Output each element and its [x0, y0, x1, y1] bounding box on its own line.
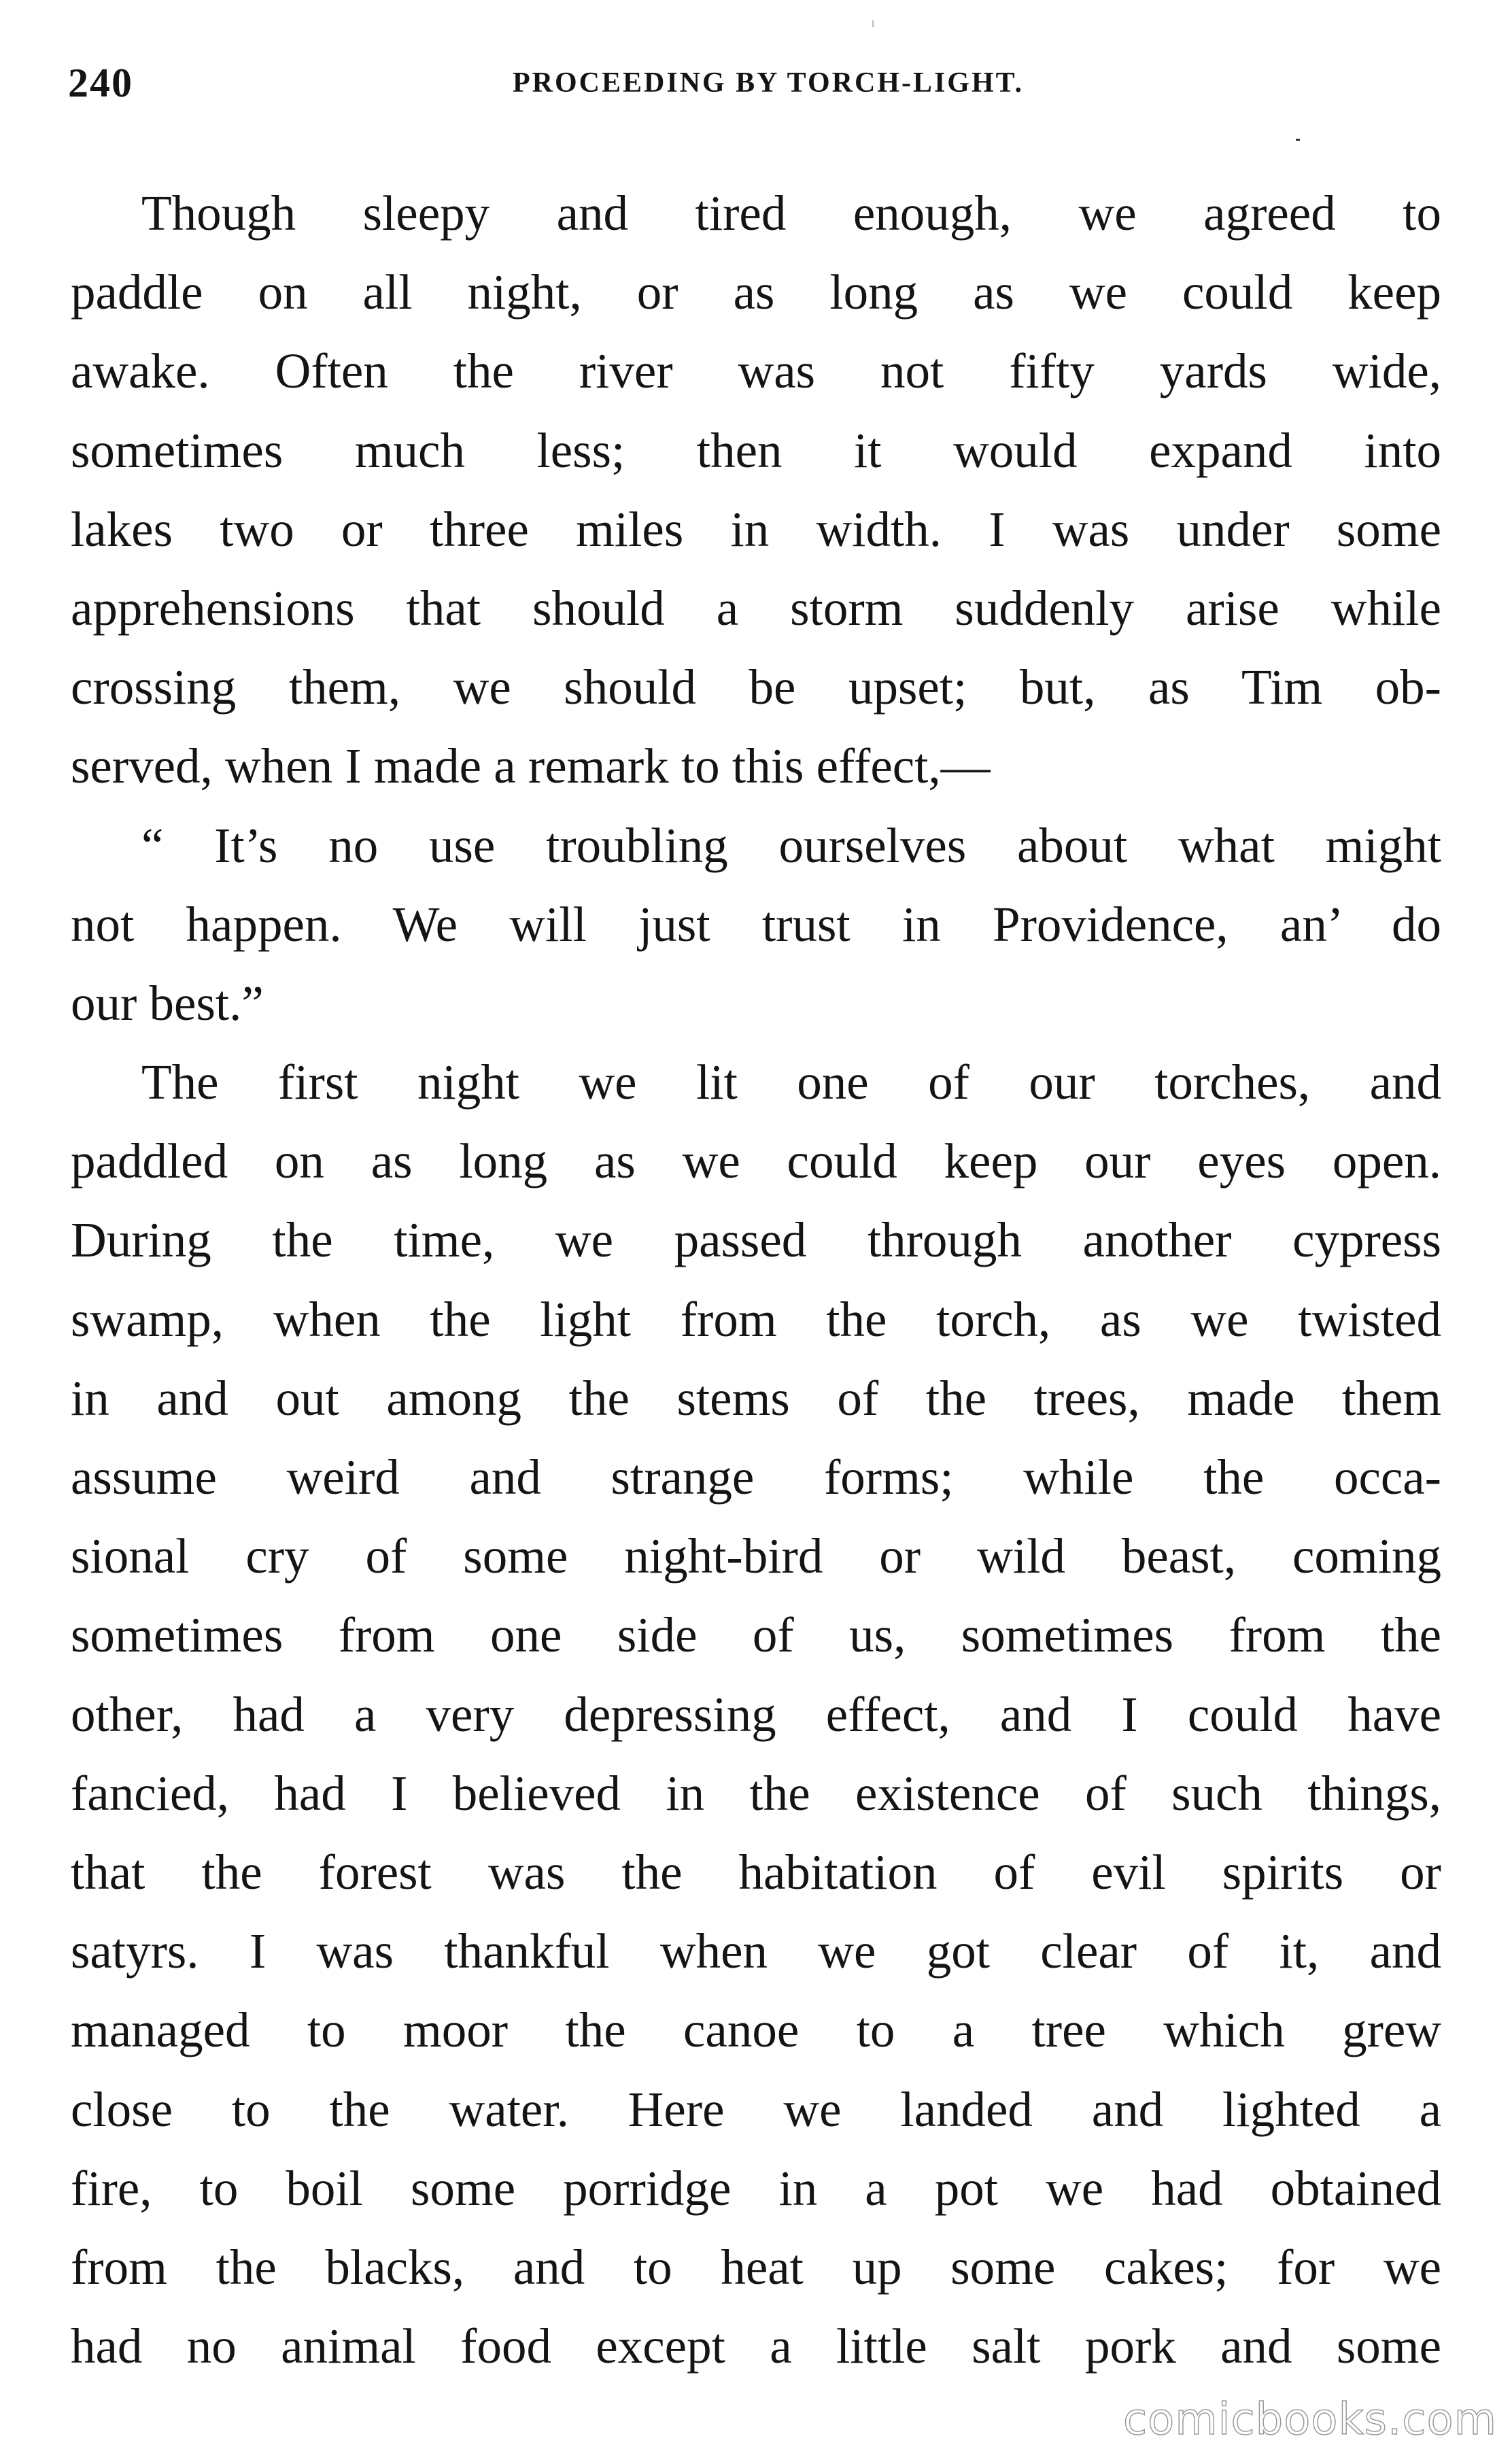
page-number: 240 [68, 61, 133, 105]
text-line: paddle on all night, or as long as we could keep [71, 264, 1441, 320]
text-line: “ It’s no use troubling ourselves about what might [141, 817, 1441, 873]
watermark-text: comicbooks.com [1122, 2395, 1497, 2445]
text-line: close to the water. Here we landed and lighted a [71, 2081, 1441, 2137]
text-line: sometimes from one side of us, sometimes from the [71, 1607, 1441, 1663]
text-line: Though sleepy and tired enough, we agreed to [141, 186, 1441, 241]
text-line: other, had a very depressing effect, and I could have [71, 1686, 1441, 1742]
text-line: lakes two or three miles in width. I was under some [71, 501, 1441, 557]
text-line: managed to moor the canoe to a tree which grew [71, 2002, 1441, 2058]
text-line: awake. Often the river was not fifty yards wide, [71, 343, 1441, 399]
text-line: The first night we lit one of our torches, and [141, 1055, 1441, 1110]
running-title: PROCEEDING BY TORCH-LIGHT. [512, 67, 1025, 99]
text-line: crossing them, we should be upset; but, as Tim ob- [71, 660, 1441, 715]
scan-mark [872, 20, 874, 27]
text-line: sional cry of some night-bird or wild beast, coming [71, 1528, 1441, 1584]
text-line: fire, to boil some porridge in a pot we had obtained [71, 2160, 1441, 2216]
text-line: assume weird and strange forms; while the occa- [71, 1450, 1441, 1505]
text-line: from the blacks, and to heat up some cakes; for we [71, 2239, 1441, 2295]
text-line: fancied, had I believed in the existence of such things, [71, 1765, 1441, 1821]
text-line: apprehensions that should a storm suddenly arise while [71, 580, 1441, 636]
text-line: had no animal food except a little salt pork and some [71, 2318, 1441, 2374]
text-line: sometimes much less; then it would expand into [71, 422, 1441, 478]
text-line: swamp, when the light from the torch, as we twisted [71, 1291, 1441, 1347]
text-line: satyrs. I was thankful when we got clear of it, and [71, 1923, 1441, 1979]
ink-speck [1296, 139, 1300, 141]
text-line: paddled on as long as we could keep our eyes open. [71, 1133, 1441, 1189]
text-line: During the time, we passed through another cypress [71, 1212, 1441, 1268]
text-line: in and out among the stems of the trees, made them [71, 1370, 1441, 1426]
text-line: our best.” [71, 975, 264, 1031]
running-head [68, 60, 1441, 121]
body-text [71, 174, 1441, 2386]
text-line: served, when I made a remark to this effect,— [71, 738, 991, 794]
text-line: that the forest was the habitation of evil spirits or [71, 1844, 1441, 1900]
text-line: not happen. We will just trust in Providence, an’ do [71, 896, 1441, 952]
